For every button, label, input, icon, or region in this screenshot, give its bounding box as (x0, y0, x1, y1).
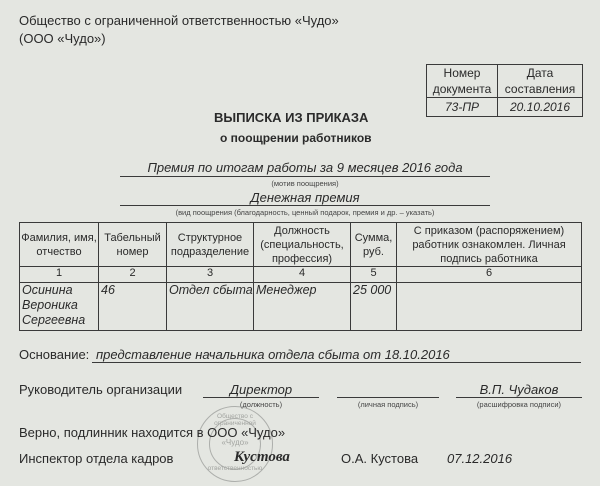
seal-text-middle: «Чудо» (221, 438, 249, 447)
cell-amount: 25 000 (351, 283, 397, 331)
document-subtitle: о поощрении работников (220, 131, 372, 145)
column-number: 5 (351, 267, 397, 283)
document-number-table (426, 64, 583, 117)
header-tab-number: Табельный номер (99, 223, 167, 267)
seal-text-top: Общество с ограниченной (214, 413, 256, 427)
head-position-line (203, 397, 319, 398)
doc-date-header-line1: Дата (526, 66, 554, 80)
cell-position: Менеджер (254, 283, 351, 331)
surname: Осинина (22, 283, 73, 297)
document-title: ВЫПИСКА ИЗ ПРИКАЗА (214, 110, 369, 125)
cell-fio (20, 283, 99, 331)
header-signature: С приказом (распоряжением) работник ознакомлен. Личная подпись работника (397, 223, 582, 267)
doc-date-header (498, 65, 583, 98)
header-department: Структурное подразделение (167, 223, 254, 267)
inspector-signature: Кустова (234, 449, 290, 465)
column-number: 4 (254, 267, 351, 283)
head-name: В.П. Чудаков (479, 382, 559, 397)
column-number: 6 (397, 267, 582, 283)
company-seal (197, 406, 273, 482)
head-name-line (456, 397, 582, 398)
inspector-name: О.А. Кустова (341, 451, 419, 466)
head-name-caption: (расшифровка подписи) (476, 400, 562, 409)
head-label: Руководитель организации (19, 382, 183, 397)
reward-type-line (120, 205, 490, 206)
doc-date-header-line2: составления (504, 82, 576, 96)
motive-caption: (мотив поощрения) (271, 179, 339, 188)
organization-short-name: (ООО «Чудо») (19, 31, 106, 46)
column-number: 1 (20, 267, 99, 283)
column-number: 2 (99, 267, 167, 283)
head-signature-caption: (личная подпись) (357, 400, 419, 409)
header-fio: Фамилия, имя, отчество (20, 223, 99, 267)
head-signature-line (337, 397, 439, 398)
inspector-date: 07.12.2016 (447, 451, 513, 466)
patronymic: Сергеевна (22, 313, 86, 327)
motive-line (120, 176, 490, 177)
basis-line (92, 362, 581, 363)
reward-type-caption: (вид поощрения (благодарность, ценный подарок, премия и др. – указать) (175, 208, 435, 217)
motive-value: Премия по итогам работы за 9 месяцев 2016 года (147, 160, 463, 175)
inspector-label: Инспектор отдела кадров (19, 451, 174, 466)
basis-label: Основание: (19, 347, 90, 362)
doc-date-value: 20.10.2016 (498, 98, 583, 117)
seal-text-bottom: ответственностью (207, 465, 263, 472)
cell-tab-number: 46 (99, 283, 167, 331)
organization-name: Общество с ограниченной ответственностью «Чудо» (19, 13, 339, 28)
basis-value: представление начальника отдела сбыта от 18.10.2016 (96, 347, 450, 362)
cell-signature (397, 283, 582, 331)
head-position: Директор (229, 382, 293, 397)
first-name: Вероника (22, 298, 78, 312)
doc-number-value: 73-ПР (427, 98, 498, 117)
doc-number-header-line1: Номер (443, 66, 481, 80)
doc-number-header (427, 65, 498, 98)
employees-table (19, 222, 582, 331)
doc-number-header-line2: документа (432, 82, 492, 96)
cell-department: Отдел сбыта (167, 283, 254, 331)
header-amount: Сумма, руб. (351, 223, 397, 267)
column-number: 3 (167, 267, 254, 283)
head-position-caption: (должность) (239, 400, 283, 409)
table-row (20, 283, 582, 331)
certify-text: Верно, подлинник находится в ООО «Чудо» (19, 425, 286, 440)
header-position: Должность (специальность, профессия) (254, 223, 351, 267)
reward-type-value: Денежная премия (250, 190, 360, 205)
